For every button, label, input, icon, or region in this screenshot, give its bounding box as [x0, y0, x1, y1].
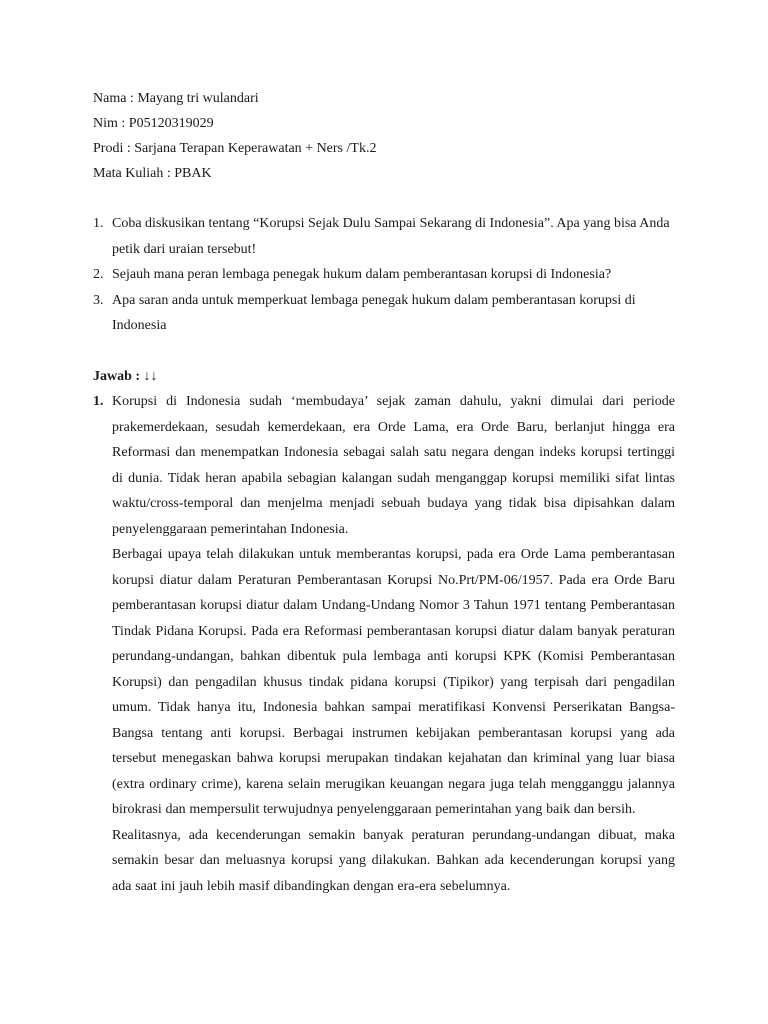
answer-paragraph: Berbagai upaya telah dilakukan untuk memberantas korupsi, pada era Orde Lama pemberantasan korupsi diatur dalam Peraturan Pemberantasan Korupsi No.Prt/PM-06/1957. Pada era Orde Baru pemberantasan korupsi diatur dalam Undang-Undang Nomor 3 Tahun 1971 tentang Pemberantasan Tindak Pidana Korupsi. Pada era Reformasi pemberantasan korupsi diatur dalam banyak peraturan perundang-undangan, bahkan dibentuk pula lembaga anti korupsi KPK (Komisi Pemberantasan Korupsi) dan pengadilan khusus tindak pidana korupsi (Tipikor) yang terpisah dari pengadilan umum. Tidak hanya itu, Indonesia bahkan sampai meratifikasi Konvensi Perserikatan Bangsa-Bangsa tentang anti korupsi. Berbagai instrumen kebijakan pemberantasan korupsi yang ada tersebut menegaskan bahwa korupsi merupakan tindakan kejahatan dan kriminal yang luar biasa (extra ordinary crime), karena selain merugikan keuangan negara juga telah mengganggu jalannya birokrasi dan mempersulit terwujudnya penyelenggaraan pemerintahan yang baik dan bersih.	[112, 547, 675, 817]
question-item	[93, 211, 675, 262]
question-item	[93, 288, 675, 339]
answer-heading: Jawab : ↓↓	[93, 368, 158, 384]
question-number: 2.	[93, 267, 104, 282]
answer-item	[93, 389, 675, 899]
question-list	[93, 211, 675, 339]
question-number: 1.	[93, 216, 104, 231]
question-item	[93, 262, 675, 288]
student-nim: Nim : P05120319029	[93, 116, 214, 131]
document-content	[93, 86, 675, 899]
question-text: Sejauh mana peran lembaga penegak hukum dalam pemberantasan korupsi di Indonesia?	[112, 267, 612, 282]
answer-paragraph: Korupsi di Indonesia sudah ‘membudaya’ sejak zaman dahulu, yakni dimulai dari periode prakemerdekaan, sesudah kemerdekaan, era Orde Lama, era Orde Baru, berlanjut hingga era Reformasi dan menempatkan Indonesia sebagai salah satu negara dengan indeks korupsi tertinggi di dunia. Tidak heran apabila sebagian kalangan sudah menganggap korupsi memiliki sifat lintas waktu/cross-temporal dan menjelma menjadi sebuah budaya yang tidak bisa dipisahkan dalam penyelenggaraan pemerintahan Indonesia.	[112, 394, 675, 537]
question-number: 3.	[93, 292, 104, 308]
study-program: Prodi : Sarjana Terapan Keperawatan + Ners /Tk.2	[93, 141, 377, 156]
course-name: Mata Kuliah : PBAK	[93, 166, 212, 181]
question-text: Coba diskusikan tentang “Korupsi Sejak Dulu Sampai Sekarang di Indonesia”. Apa yang bisa Anda petik dari uraian tersebut!	[112, 216, 670, 257]
question-text: Apa saran anda untuk memperkuat lembaga penegak hukum dalam pemberantasan korupsi di Indonesia	[112, 292, 636, 333]
answer-number: 1.	[93, 394, 104, 409]
student-name: Nama : Mayang tri wulandari	[93, 91, 259, 106]
answer-paragraph: Realitasnya, ada kecenderungan semakin banyak peraturan perundang-undangan dibuat, maka semakin besar dan meluasnya korupsi yang dilakukan. Bahkan ada kecenderungan korupsi yang ada saat ini jauh lebih masif dibandingkan dengan era-era sebelumnya.	[112, 827, 675, 894]
student-info	[93, 86, 675, 186]
